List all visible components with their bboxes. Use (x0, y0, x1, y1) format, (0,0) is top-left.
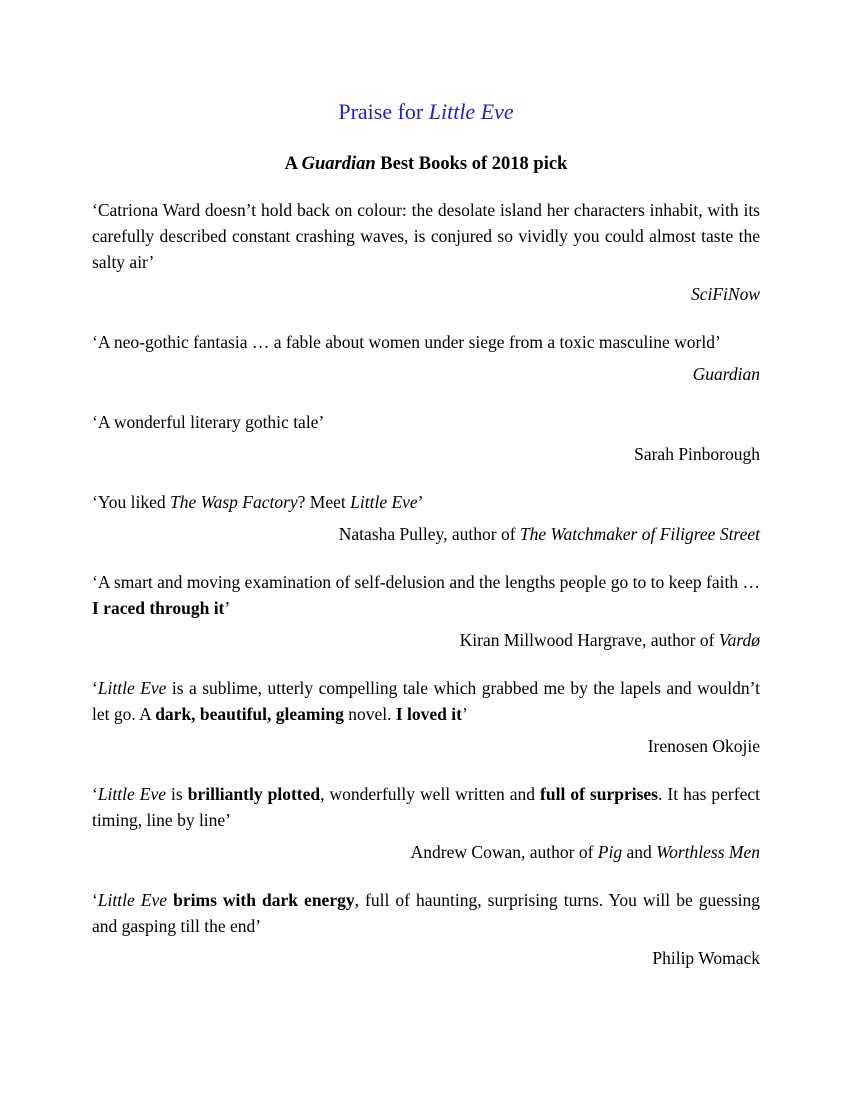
text-segment: A (284, 153, 302, 174)
text-segment: is (166, 783, 188, 804)
text-segment: ‘ (92, 783, 98, 804)
text-segment: . It has perfect timing, line by line’ (92, 783, 760, 830)
quote-text (92, 329, 760, 355)
text-segment: Philip Womack (652, 947, 760, 968)
text-segment: Best Books of 2018 pick (375, 153, 568, 174)
text-segment: full of surprises (540, 783, 658, 804)
text-segment: ’ (461, 703, 468, 724)
quote-attribution (92, 945, 760, 971)
text-segment: Little Eve (97, 677, 167, 698)
text-segment: Guardian (692, 363, 760, 384)
quote-block (92, 329, 760, 387)
quote-block (92, 489, 760, 547)
text-segment: Little Eve (350, 491, 418, 512)
quote-text (92, 409, 760, 435)
text-segment: brims with dark energy (173, 889, 355, 910)
quote-attribution (92, 839, 760, 865)
text-segment: , wonderfully well written and (320, 783, 541, 804)
text-segment: ‘ (92, 889, 98, 910)
text-segment: Little Eve (428, 99, 514, 124)
text-segment: ‘You liked (92, 491, 170, 512)
quote-text (92, 781, 760, 833)
text-segment: Irenosen Okojie (647, 735, 760, 756)
quote-block (92, 675, 760, 759)
text-segment: Kiran Millwood Hargrave, author of (459, 629, 719, 650)
text-segment: ‘A smart and moving examination of self-delusion and the lengths people go to to keep faith … (92, 571, 760, 592)
text-segment: ‘Catriona Ward doesn’t hold back on colour: the desolate island her characters inhabit, with its carefully described constant crashing waves, is conjured so vividly you could almost taste the salty air’ (92, 199, 760, 272)
text-segment: ‘A wonderful literary gothic tale’ (92, 411, 325, 432)
text-segment: Vardø (718, 629, 760, 650)
quote-text (92, 887, 760, 939)
text-segment: The Wasp Factory (169, 491, 298, 512)
quote-block (92, 781, 760, 865)
text-segment: ‘A neo-gothic fantasia … a fable about women under siege from a toxic masculine world’ (92, 331, 721, 352)
quote-attribution (92, 281, 760, 307)
quote-text (92, 197, 760, 275)
text-segment: Praise for (338, 99, 429, 124)
text-segment: is a sublime, utterly compelling tale which grabbed me by the lapels and wouldn’t let go. A (92, 677, 760, 724)
text-segment: SciFiNow (690, 283, 760, 304)
text-segment: Natasha Pulley, author of (338, 523, 520, 544)
page-title (92, 98, 760, 126)
text-segment: I raced through it (92, 597, 225, 618)
quote-block (92, 569, 760, 653)
text-segment: brilliantly plotted (187, 783, 321, 804)
quote-text (92, 489, 760, 515)
quote-attribution (92, 521, 760, 547)
text-segment: ’ (224, 597, 231, 618)
quote-block (92, 887, 760, 971)
quote-attribution (92, 733, 760, 759)
text-segment: and (622, 841, 657, 862)
text-segment: dark, beautiful, gleaming (155, 703, 344, 724)
text-segment: The Watchmaker of Filigree Street (519, 523, 760, 544)
award-line (92, 153, 760, 175)
text-segment: Sarah Pinborough (634, 443, 760, 464)
quote-attribution (92, 627, 760, 653)
quote-attribution (92, 441, 760, 467)
quote-text (92, 569, 760, 621)
text-segment: Pig (597, 841, 623, 862)
text-segment: Little Eve (97, 889, 168, 910)
text-segment: ‘ (92, 677, 98, 698)
quotes-list (92, 197, 760, 971)
quote-block (92, 197, 760, 307)
quote-text (92, 675, 760, 727)
text-segment: Worthless Men (656, 841, 760, 862)
text-segment: , full of haunting, surprising turns. You will be guessing and gasping till the end’ (92, 889, 761, 936)
text-segment: Little Eve (97, 783, 167, 804)
text-segment: Andrew Cowan, author of (410, 841, 598, 862)
quote-block (92, 409, 760, 467)
text-segment: novel. (343, 703, 396, 724)
text-segment: I loved it (395, 703, 462, 724)
quote-attribution (92, 361, 760, 387)
text-segment: Guardian (301, 153, 376, 174)
text-segment: ’ (417, 491, 424, 512)
text-segment: ? Meet (297, 491, 351, 512)
